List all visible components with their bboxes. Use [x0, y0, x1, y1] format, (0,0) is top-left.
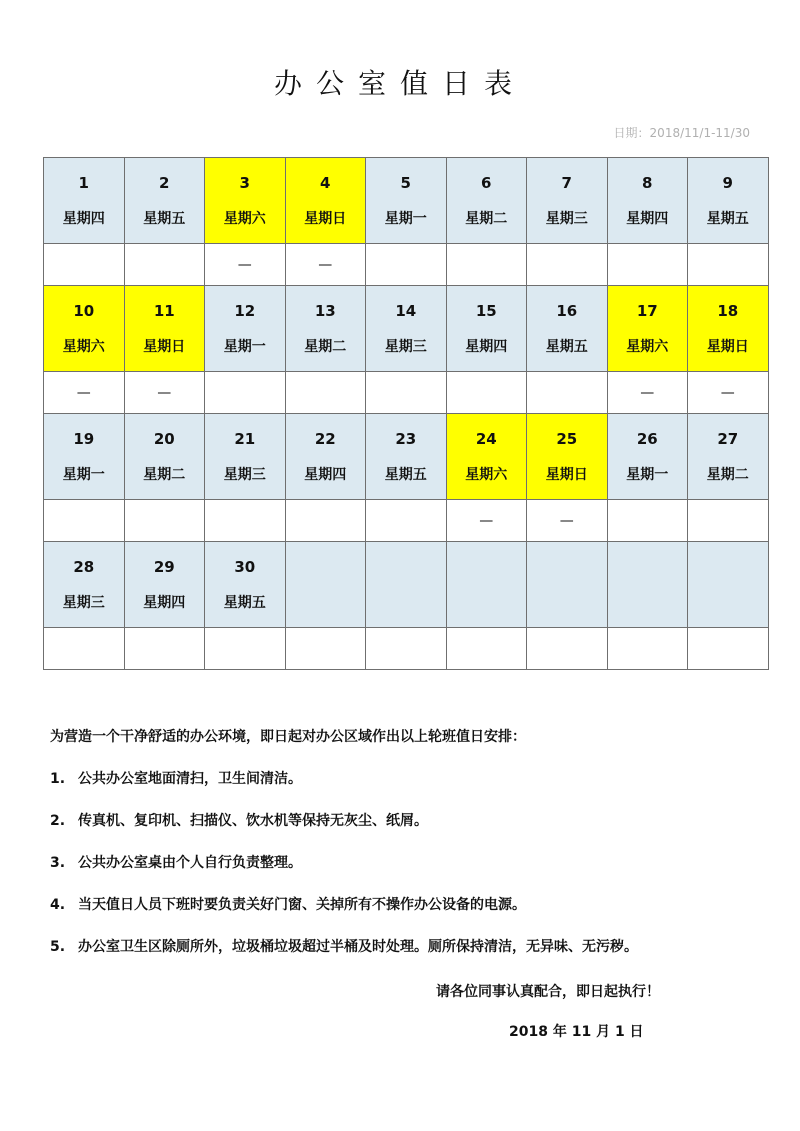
duty-cell[interactable]: — [607, 372, 688, 414]
day-number: 23 [395, 429, 417, 448]
day-cell [285, 414, 366, 500]
note-item-5 [50, 936, 770, 978]
notes [50, 726, 770, 978]
weekday-label: 星期二 [465, 210, 508, 227]
day-number: 30 [234, 557, 256, 576]
duty-cell[interactable] [527, 372, 608, 414]
duty-cell[interactable] [446, 244, 527, 286]
duty-calendar [43, 157, 769, 670]
day-cell [124, 414, 205, 500]
day-number: 27 [717, 429, 739, 448]
weekday-label: 星期六 [223, 210, 266, 227]
duty-cell[interactable] [688, 500, 769, 542]
note-number: 2. [50, 813, 66, 829]
duty-cell[interactable]: — [285, 244, 366, 286]
duty-cell[interactable] [44, 500, 125, 542]
day-number: 29 [153, 557, 175, 576]
day-number: 4 [320, 173, 331, 192]
day-number: 11 [153, 301, 175, 320]
weekday-label: 星期四 [143, 594, 186, 611]
weekday-label: 星期五 [384, 466, 427, 483]
empty-day-cell [285, 542, 366, 628]
day-cell [607, 414, 688, 500]
day-number: 14 [395, 301, 417, 320]
duty-cell[interactable] [446, 372, 527, 414]
duty-cell[interactable] [124, 628, 205, 670]
day-cell [446, 286, 527, 372]
day-cell [124, 542, 205, 628]
day-cell [44, 286, 125, 372]
weekday-label: 星期六 [626, 338, 669, 355]
calendar-duty-row [44, 500, 769, 542]
note-number: 4. [50, 897, 66, 913]
duty-cell[interactable] [366, 628, 447, 670]
day-cell [44, 158, 125, 244]
day-cell [205, 414, 286, 500]
note-number: 1. [50, 771, 66, 787]
duty-cell[interactable] [688, 244, 769, 286]
calendar-day-row [44, 542, 769, 628]
day-cell [205, 158, 286, 244]
day-cell [44, 542, 125, 628]
duty-cell[interactable]: — [446, 500, 527, 542]
day-cell [366, 414, 447, 500]
day-cell [446, 414, 527, 500]
duty-cell[interactable] [366, 372, 447, 414]
day-number: 3 [239, 173, 250, 192]
day-cell [366, 286, 447, 372]
weekday-label: 星期日 [304, 210, 347, 227]
weekday-label: 星期日 [545, 466, 588, 483]
weekday-label: 星期三 [384, 338, 427, 355]
weekday-label: 星期二 [143, 466, 186, 483]
date-range: 日期：2018/11/1-11/30 [613, 126, 750, 140]
day-cell [124, 286, 205, 372]
weekday-label: 星期六 [465, 466, 508, 483]
weekday-label: 星期一 [384, 210, 427, 227]
weekday-label: 星期三 [223, 466, 266, 483]
duty-cell[interactable] [285, 372, 366, 414]
day-cell [205, 286, 286, 372]
empty-day-cell [366, 542, 447, 628]
duty-cell[interactable]: — [44, 372, 125, 414]
duty-cell[interactable] [688, 628, 769, 670]
day-number: 6 [481, 173, 492, 192]
weekday-label: 星期四 [304, 466, 347, 483]
duty-cell[interactable] [527, 628, 608, 670]
notes-intro: 为营造一个干净舒适的办公环境，即日起对办公区域作出以上轮班值日安排： [50, 729, 526, 745]
duty-cell[interactable] [446, 628, 527, 670]
duty-cell[interactable] [607, 244, 688, 286]
day-cell [285, 286, 366, 372]
calendar-day-row [44, 158, 769, 244]
weekday-label: 星期日 [706, 338, 749, 355]
day-cell [527, 286, 608, 372]
calendar-duty-row [44, 372, 769, 414]
duty-cell[interactable] [44, 628, 125, 670]
calendar-day-row [44, 286, 769, 372]
weekday-label: 星期五 [706, 210, 749, 227]
day-number: 12 [234, 301, 256, 320]
day-cell [44, 414, 125, 500]
day-number: 5 [400, 173, 411, 192]
duty-cell[interactable] [607, 500, 688, 542]
duty-cell[interactable] [124, 244, 205, 286]
day-number: 19 [73, 429, 95, 448]
calendar-duty-row [44, 244, 769, 286]
duty-cell[interactable] [285, 628, 366, 670]
note-item-3 [50, 852, 770, 894]
empty-day-cell [446, 542, 527, 628]
day-cell [366, 158, 447, 244]
duty-cell[interactable] [205, 500, 286, 542]
day-number: 18 [717, 301, 739, 320]
weekday-label: 星期五 [143, 210, 186, 227]
empty-day-cell [607, 542, 688, 628]
duty-cell[interactable]: — [527, 500, 608, 542]
note-number: 5. [50, 939, 66, 955]
weekday-label: 星期一 [626, 466, 669, 483]
weekday-label: 星期一 [223, 338, 266, 355]
day-number: 26 [636, 429, 658, 448]
day-cell [205, 542, 286, 628]
duty-cell[interactable] [527, 244, 608, 286]
note-text: 公共办公室桌由个人自行负责整理。 [78, 855, 302, 871]
weekday-label: 星期二 [304, 338, 347, 355]
day-number: 25 [556, 429, 578, 448]
duty-cell[interactable] [44, 244, 125, 286]
day-number: 7 [561, 173, 572, 192]
note-number: 3. [50, 855, 66, 871]
duty-cell[interactable]: — [688, 372, 769, 414]
duty-cell[interactable] [607, 628, 688, 670]
day-cell [688, 286, 769, 372]
note-item-4 [50, 894, 770, 936]
duty-cell[interactable] [285, 500, 366, 542]
day-number: 22 [314, 429, 336, 448]
duty-cell[interactable] [205, 628, 286, 670]
note-text: 传真机、复印机、扫描仪、饮水机等保持无灰尘、纸屑。 [78, 813, 428, 829]
day-cell [688, 414, 769, 500]
duty-cell[interactable] [124, 500, 205, 542]
day-number: 15 [475, 301, 497, 320]
day-cell [688, 158, 769, 244]
duty-cell[interactable]: — [205, 244, 286, 286]
calendar-day-row [44, 414, 769, 500]
duty-cell[interactable]: — [124, 372, 205, 414]
day-cell [607, 286, 688, 372]
weekday-label: 星期四 [465, 338, 508, 355]
duty-cell[interactable] [205, 372, 286, 414]
weekday-label: 星期日 [143, 338, 186, 355]
day-cell [527, 158, 608, 244]
weekday-label: 星期五 [545, 338, 588, 355]
empty-day-cell [527, 542, 608, 628]
note-text: 公共办公室地面清扫，卫生间清洁。 [78, 771, 302, 787]
note-text: 当天值日人员下班时要负责关好门窗、关掉所有不操作办公设备的电源。 [78, 897, 526, 913]
day-number: 16 [556, 301, 578, 320]
weekday-label: 星期四 [62, 210, 105, 227]
day-number: 17 [636, 301, 658, 320]
weekday-label: 星期五 [223, 594, 266, 611]
day-cell [527, 414, 608, 500]
day-cell [285, 158, 366, 244]
day-number: 20 [153, 429, 175, 448]
day-cell [607, 158, 688, 244]
day-number: 9 [722, 173, 733, 192]
day-number: 8 [642, 173, 653, 192]
empty-day-cell [688, 542, 769, 628]
day-number: 10 [73, 301, 95, 320]
day-cell [446, 158, 527, 244]
day-number: 28 [73, 557, 95, 576]
day-number: 2 [159, 173, 170, 192]
weekday-label: 星期三 [62, 594, 105, 611]
calendar-duty-row [44, 628, 769, 670]
sign-date: 2018 年 11 月 1 日 [509, 1024, 644, 1040]
weekday-label: 星期三 [545, 210, 588, 227]
day-cell [124, 158, 205, 244]
page-title: 办公室值日表 [273, 67, 526, 100]
day-number: 1 [78, 173, 89, 192]
weekday-label: 星期一 [62, 466, 105, 483]
note-item-1 [50, 768, 770, 810]
day-number: 21 [234, 429, 256, 448]
weekday-label: 星期二 [706, 466, 749, 483]
duty-cell[interactable] [366, 500, 447, 542]
weekday-label: 星期六 [62, 338, 105, 355]
note-item-2 [50, 810, 770, 852]
duty-cell[interactable] [366, 244, 447, 286]
day-number: 13 [314, 301, 336, 320]
note-text: 办公室卫生区除厕所外，垃圾桶垃圾超过半桶及时处理。厕所保持清洁，无异味、无污秽。 [78, 939, 638, 955]
weekday-label: 星期四 [626, 210, 669, 227]
day-number: 24 [475, 429, 497, 448]
closing-note: 请各位同事认真配合，即日起执行！ [436, 984, 660, 1000]
